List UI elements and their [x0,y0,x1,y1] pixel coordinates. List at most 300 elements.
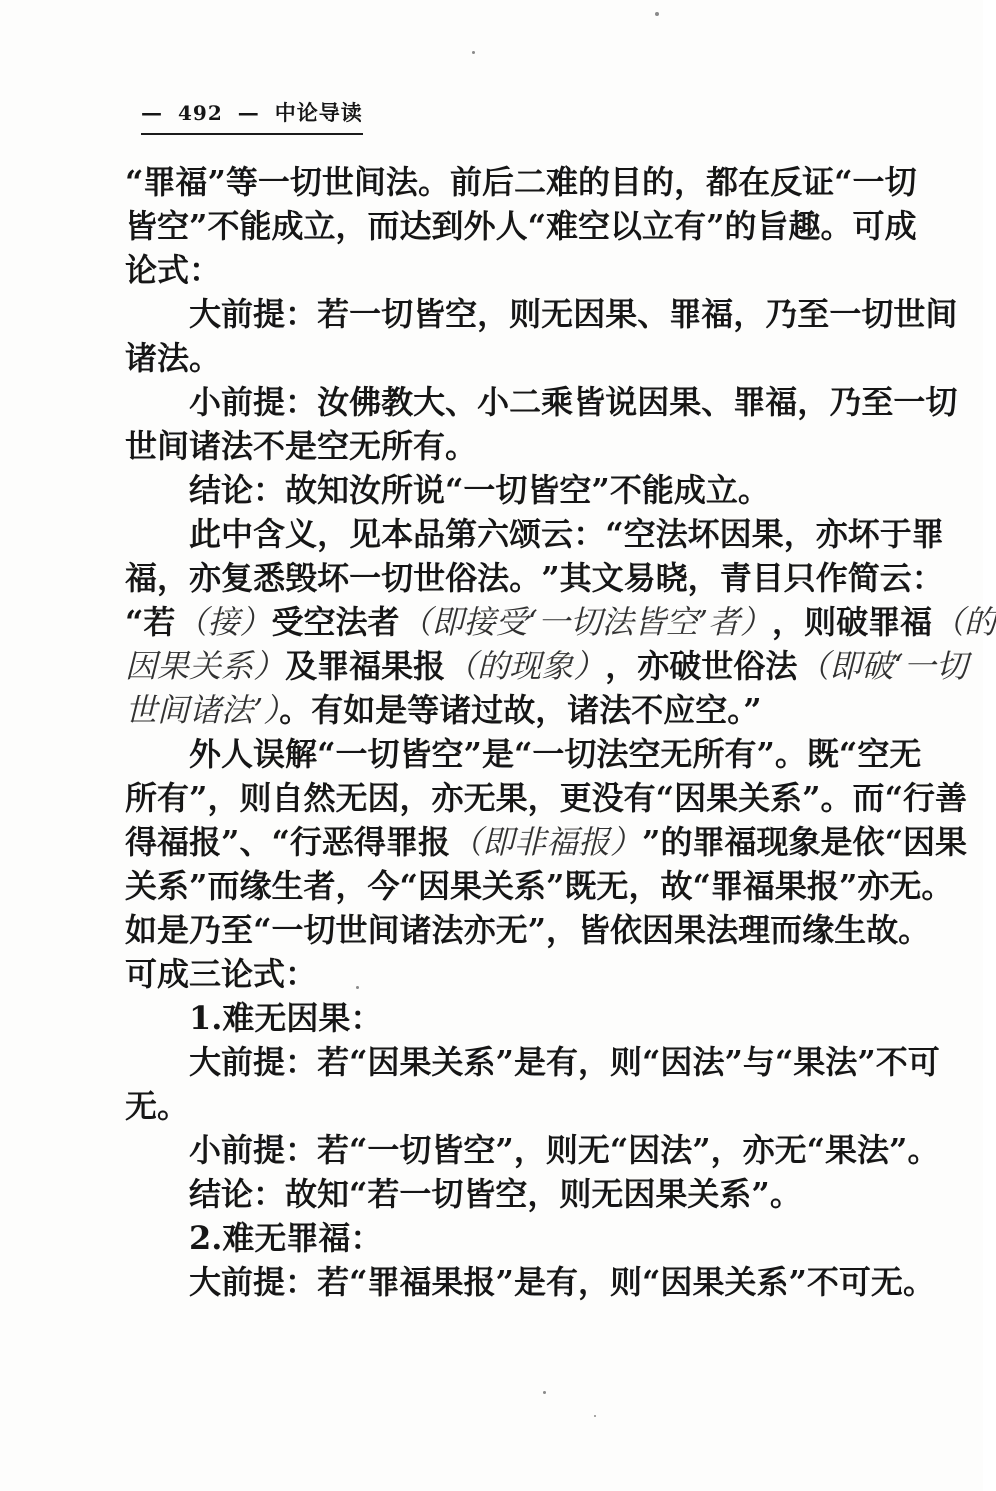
glyph: 皆 [578,911,611,949]
text-segment: 论式： [125,251,222,289]
glyph: “ [513,735,533,773]
glyph: 福 [349,647,382,685]
glyph: 。 [902,1263,935,1301]
glyph: 无 [889,867,922,905]
glyph: “ [834,163,853,201]
glyph: ） [253,647,286,685]
glyph: 然 [303,779,336,817]
glyph: 罪 [317,647,350,685]
glyph: 反 [770,163,803,201]
text-line [125,952,877,996]
glyph: 果 [399,1043,432,1081]
glyph: 、 [445,383,478,421]
glyph: 无 [889,735,922,773]
glyph: ） [573,647,606,685]
glyph: 能 [239,207,272,245]
glyph: 报 [806,867,839,905]
glyph: 空 [857,735,890,773]
glyph: 一 [903,647,936,685]
text-line [125,336,877,380]
glyph: 破 [669,647,702,685]
glyph: 是 [157,911,190,949]
glyph: 在 [738,163,771,201]
glyph: 文 [591,559,624,597]
glyph: 因 [367,1043,400,1081]
glyph: 亦 [431,779,464,817]
glyph: 空 [445,295,478,333]
glyph: “ [399,867,418,905]
glyph: “ [692,867,711,905]
glyph: ： [573,515,606,553]
text-line [125,864,954,908]
glyph: 前 [221,295,254,333]
glyph: 以 [610,207,643,245]
text-line [125,732,922,776]
glyph: 恶 [321,823,354,861]
glyph: 象 [541,647,574,685]
glyph: 人 [221,735,254,773]
text-line [125,996,877,1040]
glyph: 含 [253,515,286,553]
glyph: 系 [770,779,803,817]
glyph: ” [495,1043,514,1081]
glyph: 果 [706,779,739,817]
glyph: 若 [143,603,176,641]
glyph: 大 [189,1263,222,1301]
text-line [125,468,877,512]
glyph: 亦 [857,867,890,905]
glyph: 诸 [399,911,432,949]
glyph: 若 [317,1043,350,1081]
glyph: 一 [349,295,382,333]
glyph: 而 [367,207,400,245]
glyph: “ [271,823,290,861]
glyph: 而 [770,911,803,949]
glyph: 关 [724,1263,757,1301]
glyph: 因 [637,383,670,421]
glyph: 系 [513,867,546,905]
glyph: 此 [189,515,222,553]
glyph: 等 [225,163,258,201]
glyph: 依 [610,911,643,949]
glyph: 果 [449,867,482,905]
glyph: 系 [756,1263,789,1301]
glyph: 乃 [765,295,798,333]
glyph: “ [655,779,675,817]
glyph: 果 [793,1043,826,1081]
glyph: 。 [898,911,931,949]
text-line [125,908,931,952]
glyph: 间 [353,163,386,201]
glyph: 与 [742,1043,775,1081]
glyph: 世 [701,647,734,685]
glyph: 品 [413,515,446,553]
glyph: 到 [431,207,464,245]
glyph: 。 [417,163,450,201]
glyph: 果 [934,823,967,861]
text-line [125,1040,940,1084]
glyph: ” [788,1263,807,1301]
glyph: 果 [674,911,707,949]
text-line [125,1172,877,1216]
glyph: 是 [513,1263,546,1301]
glyph: 切 [884,163,917,201]
page-number: 492 [178,101,223,125]
glyph: 关 [189,647,222,685]
glyph: 罪 [669,295,702,333]
glyph: 因 [125,647,158,685]
glyph: ： [285,295,318,333]
glyph: 大 [189,295,222,333]
glyph: ） [740,603,773,641]
glyph: 无 [541,295,574,333]
text-segment: 结论：故知汝所说“一切皆空”不能成立。 [189,471,770,509]
glyph: 见 [349,515,382,553]
glyph: 法 [692,1043,725,1081]
glyph: 本 [381,515,414,553]
text-line [125,292,958,336]
glyph: 俗 [445,559,478,597]
glyph: 罪 [710,867,743,905]
glyph: ， [783,515,816,553]
glyph: 颂 [509,515,542,553]
glyph: 罪 [868,603,901,641]
glyph: 是 [820,823,853,861]
glyph: 者 [303,867,336,905]
text-line [125,600,996,644]
glyph: 报 [578,823,611,861]
glyph: ： [285,1263,318,1301]
glyph: 一 [257,163,290,201]
annotation-segment: 世间诸法’） [125,691,280,729]
glyph: 难 [546,207,579,245]
glyph: 今 [367,867,400,905]
glyph: 易 [623,559,656,597]
glyph: 亦 [815,515,848,553]
glyph: 果 [692,1263,725,1301]
glyph: 有 [545,1043,578,1081]
glyph: 提 [253,1263,286,1301]
glyph: 若 [317,1263,350,1301]
glyph: 间 [925,295,958,333]
glyph: 现 [509,647,542,685]
glyph: 是 [513,1043,546,1081]
text-segment: 无。 [125,1087,190,1125]
glyph: 不 [875,1043,908,1081]
glyph: 前 [221,1043,254,1081]
glyph: 法 [477,559,510,597]
glyph: 、 [701,383,734,421]
glyph: 皆 [413,295,446,333]
glyph: 故 [660,867,693,905]
glyph: 福 [157,823,190,861]
glyph: 佛 [349,383,382,421]
glyph: 象 [788,823,821,861]
glyph: 福 [125,559,158,597]
glyph: ‘ [527,603,538,641]
glyph: 果 [157,647,190,685]
glyph: 系 [157,867,190,905]
glyph: 行 [289,823,322,861]
glyph: 得 [125,823,158,861]
text-segment: 结论：故知“若一切皆空，则无因果关系”。 [189,1175,802,1213]
glyph: 即 [829,647,862,685]
text-segment: 世间诸法不是空无所有。 [125,427,478,465]
glyph: 罪 [385,823,418,861]
glyph: 切 [564,735,597,773]
glyph: 福 [546,823,579,861]
glyph: ” [724,1043,743,1081]
glyph: 有 [724,735,757,773]
glyph: 切 [367,735,400,773]
glyph: 关 [481,867,514,905]
glyph: 接 [463,603,496,641]
glyph: 及 [285,647,318,685]
glyph: ” [857,1043,876,1081]
glyph: 目 [751,559,784,597]
glyph: ， [577,1043,610,1081]
glyph: 后 [481,163,514,201]
glyph: 受 [271,603,304,641]
glyph: 则 [610,1263,643,1301]
glyph: 不 [207,207,240,245]
glyph: ， [797,383,830,421]
glyph: 法 [596,735,629,773]
glyph: ， [527,779,560,817]
glyph: 果 [381,647,414,685]
glyph: ， [335,867,368,905]
glyph: 法 [765,647,798,685]
glyph: 无 [335,779,368,817]
glyph: 所 [125,779,158,817]
glyph: 皆 [573,383,606,421]
glyph: 的 [724,207,757,245]
glyph: 有 [545,1263,578,1301]
glyph: 更 [559,779,592,817]
glyph: 前 [221,383,254,421]
glyph: “ [349,1043,368,1081]
glyph: 非 [513,823,546,861]
glyph: 其 [559,559,592,597]
glyph: 得 [353,823,386,861]
glyph: 因 [573,295,606,333]
glyph: 行 [902,779,935,817]
glyph: ） [610,823,643,861]
text-line [125,1128,940,1172]
glyph: 法 [601,603,634,641]
glyph: 前 [449,163,482,201]
text-line [125,1260,935,1304]
glyph: （ [445,647,478,685]
glyph: 立 [303,207,336,245]
glyph: 自 [271,779,304,817]
glyph: 亦 [637,647,670,685]
glyph: 者 [367,603,400,641]
glyph: “ [838,735,858,773]
glyph: 一 [271,911,304,949]
glyph: ” [642,823,661,861]
glyph: 法 [706,911,739,949]
glyph: ， [399,779,432,817]
glyph: 义 [285,515,318,553]
glyph: ” [706,207,725,245]
glyph: 罪 [911,515,944,553]
glyph: “ [125,163,144,201]
glyph: 一 [829,295,862,333]
glyph: 有 [674,207,707,245]
glyph: 因 [367,779,400,817]
glyph: 不 [806,1263,839,1301]
glyph: ， [605,647,638,685]
glyph: 中 [221,515,254,553]
glyph: ， [628,867,661,905]
glyph: 坏 [687,515,720,553]
glyph: 、 [239,823,272,861]
glyph: 切 [925,383,958,421]
glyph: 皆 [125,207,158,245]
glyph: 可 [852,207,885,245]
page-body [125,160,996,1304]
glyph: ” [756,735,775,773]
glyph: ” [495,1263,514,1301]
glyph: 乃 [189,911,222,949]
glyph: 。 [820,779,853,817]
running-head [141,97,363,135]
book-title: 中论导读 [274,100,363,125]
glyph: 立 [642,207,675,245]
glyph: （ [932,603,965,641]
glyph: 大 [413,383,446,421]
scan-speck [543,1391,546,1394]
glyph: 第 [445,515,478,553]
glyph: 所 [692,735,725,773]
glyph: 罪 [143,163,176,201]
glyph: 一 [335,735,368,773]
glyph: 、 [637,295,670,333]
glyph: 福 [399,1263,432,1301]
glyph: 毁 [285,559,318,597]
glyph: 一 [537,603,570,641]
glyph: 则 [610,1043,643,1081]
glyph: 法 [655,515,688,553]
glyph: 切 [935,647,968,685]
glyph: 空 [578,207,611,245]
glyph: 无 [463,779,496,817]
glyph: 间 [367,911,400,949]
glyph: 云 [879,559,912,597]
glyph: ， [772,603,805,641]
glyph: 因 [642,911,675,949]
glyph: 的 [578,163,611,201]
glyph: 因 [902,823,935,861]
glyph: （ [797,647,830,685]
glyph: “ [349,1263,368,1301]
glyph: 既 [564,867,597,905]
glyph: ’ [697,603,709,641]
glyph: 缘 [239,867,272,905]
glyph: 的 [964,603,996,641]
glyph: 。 [921,867,954,905]
glyph: 世 [893,295,926,333]
glyph: 生 [271,867,304,905]
glyph: “ [317,735,336,773]
glyph: ” [189,867,208,905]
glyph: 汝 [317,383,350,421]
glyph: 既 [806,735,839,773]
glyph: “ [253,911,272,949]
text-line [125,512,944,556]
glyph: 晓 [655,559,688,597]
glyph: 因 [660,1263,693,1301]
glyph: 切 [569,603,602,641]
glyph: 。 [820,207,853,245]
glyph: 空 [431,735,464,773]
glyph: 罪 [733,383,766,421]
text-line [125,688,877,732]
glyph: 破 [861,647,894,685]
glyph: ， [207,779,240,817]
scan-speck [356,986,359,989]
glyph: 至 [861,383,894,421]
glyph: “ [605,515,624,553]
glyph: 切 [861,295,894,333]
glyph: 生 [834,911,867,949]
glyph: 坏 [847,515,880,553]
glyph: 二 [509,383,542,421]
glyph: 切 [303,911,336,949]
glyph: ： [911,559,944,597]
glyph: 无 [870,1263,903,1301]
glyph: “ [642,1263,661,1301]
glyph: 难 [546,163,579,201]
text-segment: 。有如是等诸过故，诸法不应空。” [279,691,762,729]
glyph: 作 [815,559,848,597]
glyph: 因 [660,1043,693,1081]
glyph: 一 [893,383,926,421]
glyph: 无 [660,735,693,773]
text-segment: 诸法。 [125,339,222,377]
glyph: 福 [742,867,775,905]
glyph: 果 [431,1263,464,1301]
glyph: 人 [495,207,528,245]
glyph: 坏 [317,559,350,597]
glyph: 法 [335,603,368,641]
text-line [125,380,958,424]
glyph: ， [157,559,190,597]
glyph: 的 [660,823,693,861]
glyph: （ [449,823,482,861]
header-right-dash: — [237,100,260,125]
glyph: 法 [431,911,464,949]
glyph: 的 [477,647,510,685]
glyph: 世 [335,911,368,949]
glyph: 一 [852,163,885,201]
glyph: ” [463,735,482,773]
text-line [125,160,917,204]
glyph: 报 [417,823,450,861]
glyph: 而 [207,867,240,905]
glyph: 成 [884,207,917,245]
glyph: 的 [642,163,675,201]
glyph: 皆 [399,735,432,773]
glyph: 则 [804,603,837,641]
glyph: 果 [669,383,702,421]
glyph: 误 [253,735,286,773]
glyph: 则 [239,779,272,817]
glyph: 只 [783,559,816,597]
glyph: 青 [719,559,752,597]
scan-speck [655,12,659,16]
